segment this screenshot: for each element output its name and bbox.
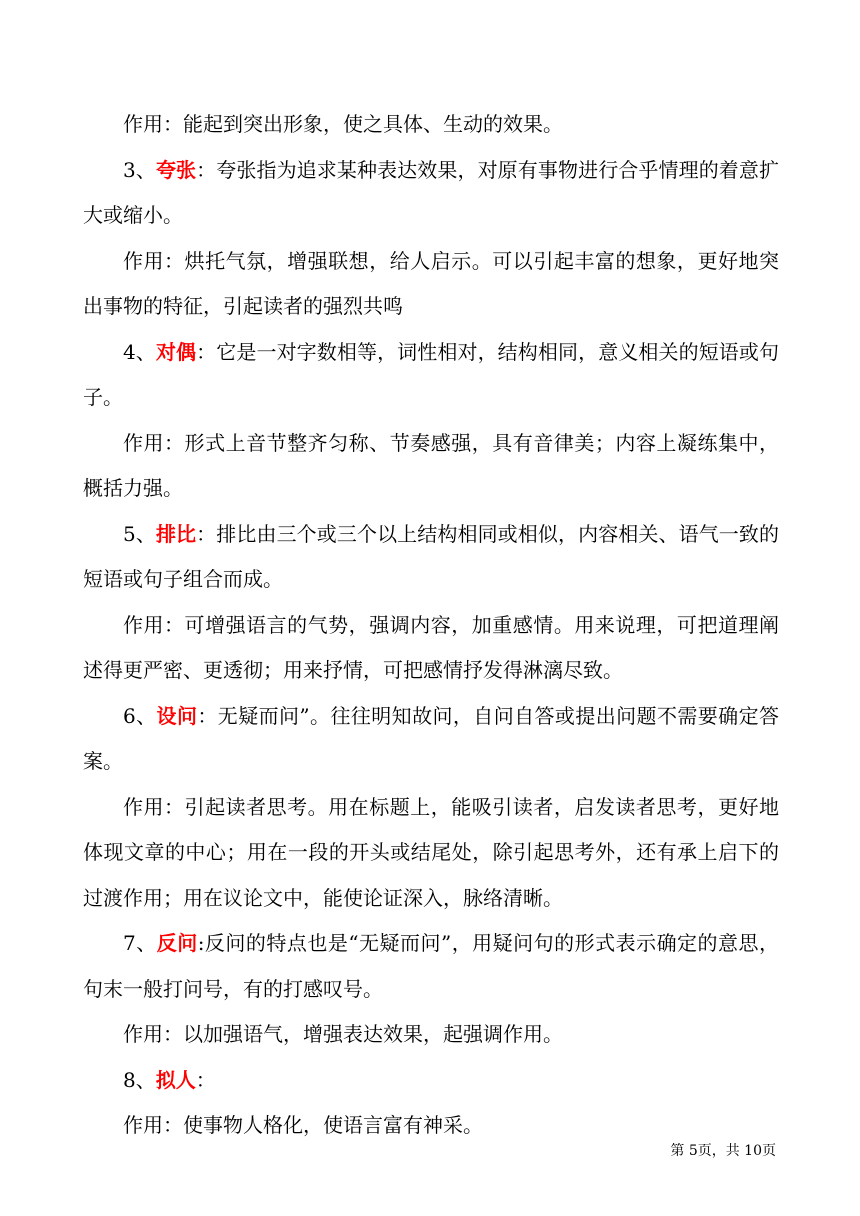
item-number: 6、 bbox=[123, 703, 157, 728]
page-number: 第 5页，共 10页 bbox=[670, 1143, 776, 1159]
document-body bbox=[83, 102, 779, 1149]
paragraph-parallelism bbox=[83, 512, 779, 603]
item-number: 5、 bbox=[123, 521, 156, 546]
item-number: 4、 bbox=[123, 339, 156, 364]
paragraph-effect-6: 作用：引起读者思考。用在标题上，能吸引读者，启发读者思考，更好地体现文章的中心；用在一段的开头或结尾处，除引起思考外，还有承上启下的过渡作用；用在议论文中，能使论证深入，脉络清晰。 bbox=[83, 794, 779, 910]
paragraph-hyperbole bbox=[83, 148, 779, 239]
term-hyperbole: 夸张 bbox=[155, 157, 197, 182]
definition-text: ：无疑而问”。往往明知故问，自问自答或提出问题不需要确定答案。 bbox=[83, 703, 780, 773]
item-number: 8、 bbox=[123, 1067, 156, 1092]
term-hypophora: 设问 bbox=[156, 703, 198, 728]
paragraph-effect-8: 作用：使事物人格化，使语言富有神采。 bbox=[123, 1113, 483, 1137]
term-parallelism: 排比 bbox=[155, 521, 197, 546]
paragraph-antithesis bbox=[83, 330, 779, 421]
paragraph-effect-4: 作用：形式上音节整齐匀称、节奏感强，具有音律美；内容上凝练集中，概括力强。 bbox=[83, 430, 779, 500]
definition-text: ：夸张指为追求某种表达效果，对原有事物进行合乎情理的着意扩大或缩小。 bbox=[83, 157, 780, 227]
paragraph-rhetorical-question bbox=[83, 921, 779, 1012]
paragraph-effect-3: 作用：烘托气氛，增强联想，给人启示。可以引起丰富的想象，更好地突出事物的特征，引起读者的强烈共鸣 bbox=[83, 248, 779, 318]
term-personification: 拟人 bbox=[155, 1067, 196, 1092]
paragraph-effect-2: 作用：能起到突出形象，使之具体、生动的效果。 bbox=[123, 112, 563, 136]
paragraph-hypophora bbox=[83, 694, 779, 785]
term-rhetorical-question: 反问 bbox=[156, 931, 198, 955]
paragraph-personification bbox=[83, 1058, 779, 1104]
definition-text: ：排比由三个或三个以上结构相同或相似，内容相关、语气一致的短语或句子组合而成。 bbox=[83, 521, 780, 591]
paragraph-effect-7: 作用：以加强语气，增强表达效果，起强调作用。 bbox=[123, 1022, 563, 1046]
item-number: 7、 bbox=[123, 931, 157, 955]
definition-text: :反问的特点也是“无疑而问”，用疑问句的形式表示确定的意思，句末一般打问号，有的打感叹号。 bbox=[83, 931, 780, 1001]
term-antithesis: 对偶 bbox=[155, 339, 197, 364]
item-number: 3、 bbox=[123, 157, 156, 182]
paragraph-effect-5: 作用：可增强语言的气势，强调内容，加重感情。用来说理，可把道理阐述得更严密、更透彻；用来抒情，可把感情抒发得淋漓尽致。 bbox=[83, 612, 779, 682]
definition-text: ：它是一对字数相等，词性相对，结构相同，意义相关的短语或句子。 bbox=[83, 339, 780, 409]
definition-text: ： bbox=[195, 1067, 216, 1092]
